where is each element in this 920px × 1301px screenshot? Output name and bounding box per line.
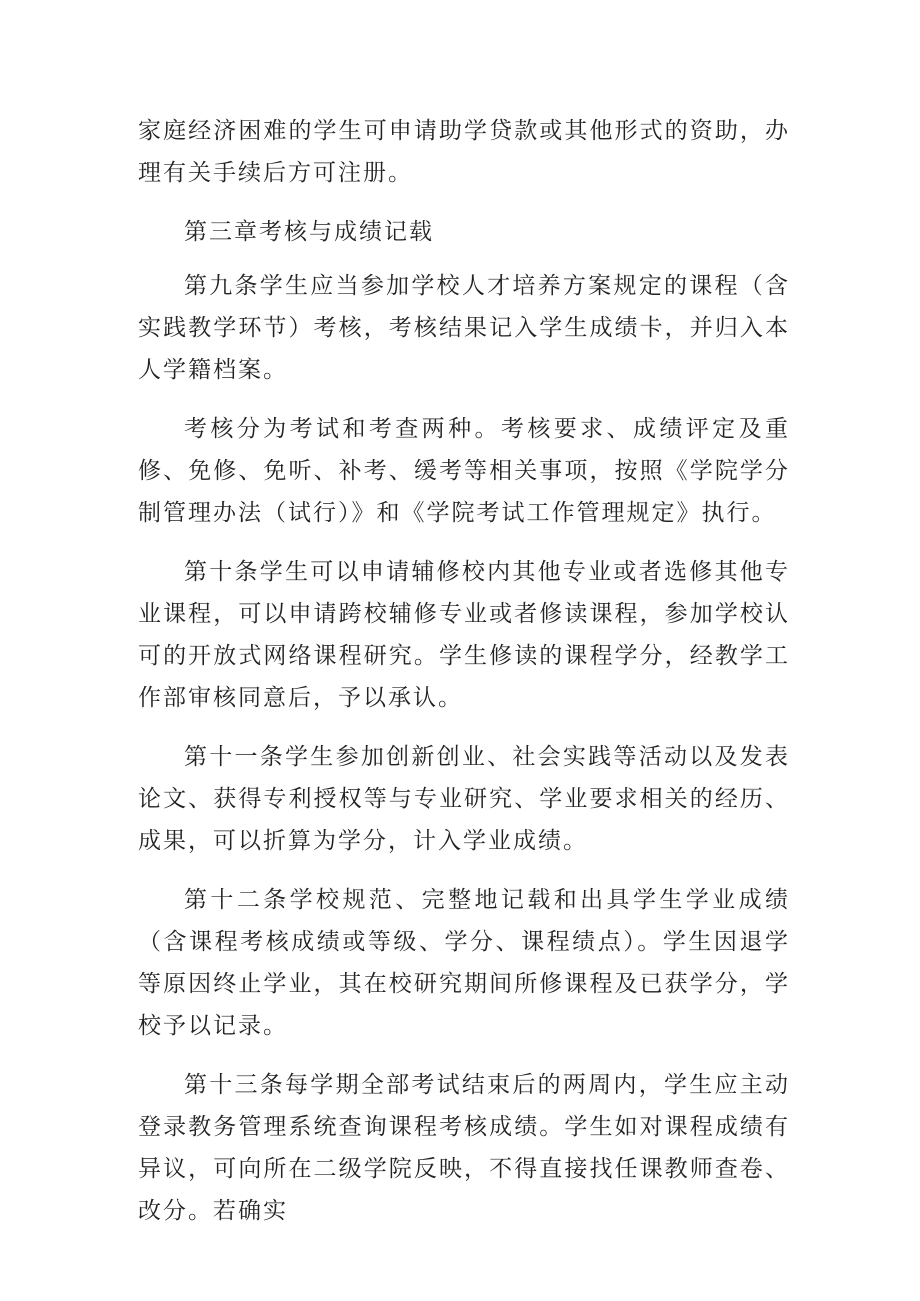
document-body (138, 110, 790, 1249)
paragraph-article-9: 第九条学生应当参加学校人才培养方案规定的课程（含实践教学环节）考核，考核结果记入学生成绩卡，并归入本人学籍档案。 (138, 273, 790, 383)
paragraph-article-12: 第十二条学校规范、完整地记载和出具学生学业成绩（含课程考核成绩或等级、学分、课程绩点）。学生因退学等原因终止学业，其在校研究期间所修课程及已获学分，学校予以记录。 (138, 887, 790, 1039)
paragraph-assessment-types: 考核分为考试和考查两种。考核要求、成绩评定及重修、免修、免听、补考、缓考等相关事项，按照《学院学分制管理办法（试行）》和《学院考试工作管理规定》执行。 (138, 416, 790, 526)
paragraph-financial-aid: 家庭经济困难的学生可申请助学贷款或其他形式的资助，办理有关手续后方可注册。 (138, 118, 790, 186)
paragraph-article-10: 第十条学生可以申请辅修校内其他专业或者选修其他专业课程，可以申请跨校辅修专业或者修读课程，参加学校认可的开放式网络课程研究。学生修读的课程学分，经教学工作部审核同意后，予以承认。 (138, 559, 790, 711)
paragraph-article-13: 第十三条每学期全部考试结束后的两周内，学生应主动登录教务管理系统查询课程考核成绩。学生如对课程成绩有异议，可向所在二级学院反映，不得直接找任课教师查卷、改分。若确实 (138, 1072, 790, 1224)
chapter-heading: 第三章考核与成绩记载 (184, 219, 434, 245)
paragraph-article-11: 第十一条学生参加创新创业、社会实践等活动以及发表论文、获得专利授权等与专业研究、学业要求相关的经历、成果，可以折算为学分，计入学业成绩。 (138, 744, 790, 854)
